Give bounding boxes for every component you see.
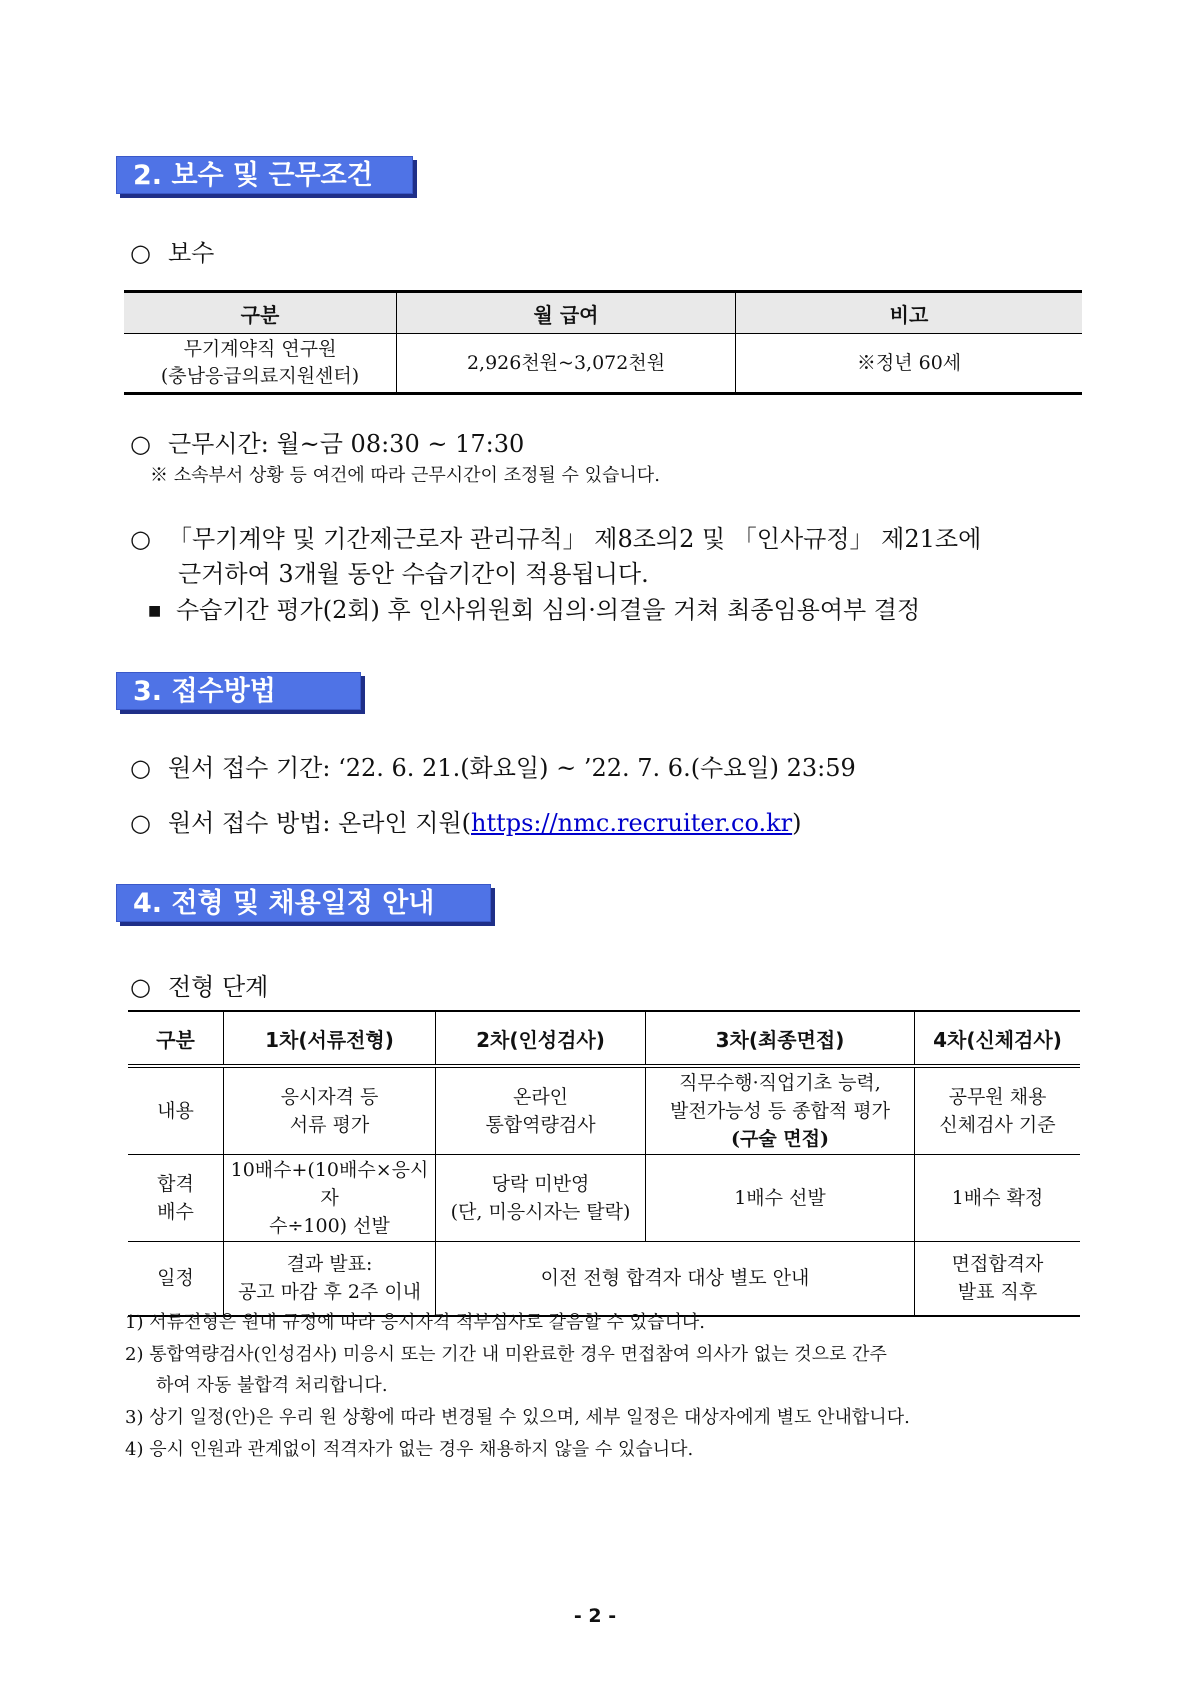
stages-pass-label-line2: 배수: [157, 1201, 194, 1223]
circle-bullet-icon: ○: [130, 239, 151, 267]
stages-schedule-4: [915, 1242, 1081, 1316]
circle-bullet-icon: ○: [130, 525, 151, 553]
stages-pass-1-line1: 10배수+(10배수×응시자: [230, 1159, 429, 1209]
stages-content-1-line2: 서류 평가: [289, 1114, 370, 1136]
application-method-text: 원서 접수 방법: 온라인 지원(: [168, 809, 471, 837]
stages-content-3-line3: (구술 면접): [730, 1128, 829, 1150]
stages-pass-1-line2: 수÷100) 선발: [269, 1215, 390, 1237]
stages-content-1: [224, 1066, 436, 1155]
stages-header-type: 구분: [128, 1011, 224, 1066]
probation-sub-text: 수습기간 평가(2회) 후 인사위원회 심의·의결을 거쳐 최종임용여부 결정: [176, 596, 921, 624]
circle-bullet-icon: ○: [130, 809, 151, 837]
footnote-1: 1) 서류전형은 원내 규정에 따라 응시자격 적부심사로 갈음할 수 있습니다.: [125, 1312, 705, 1333]
probation-bullet: [130, 519, 981, 554]
stages-header-3: 3차(최종면접): [646, 1011, 915, 1066]
section-heading-stages: 4. 전형 및 채용일정 안내: [116, 884, 491, 922]
section-heading-pay: 2. 보수 및 근무조건: [116, 156, 413, 194]
stages-schedule-4-line2: 발표 직후: [957, 1281, 1038, 1304]
stages-row-label-pass: [128, 1155, 224, 1242]
stages-content-3: [646, 1066, 915, 1155]
stages-header-4: 4차(신체검사): [915, 1011, 1081, 1066]
pay-type-cell: [124, 334, 397, 394]
stages-label: 전형 단계: [168, 973, 269, 1001]
probation-sub-bullet: [148, 590, 920, 625]
section-heading-application: 3. 접수방법: [116, 672, 361, 710]
stages-content-4-line2: 신체검사 기준: [939, 1114, 1056, 1136]
footnote-2b: 하여 자동 불합격 처리합니다.: [156, 1375, 388, 1396]
pay-bullet: [130, 233, 214, 268]
stages-content-2-line2: 통합역량검사: [485, 1114, 596, 1136]
stages-row-label-schedule: 일정: [128, 1242, 224, 1316]
stages-schedule-1-line2: 공고 마감 후 2주 이내: [237, 1281, 422, 1304]
stages-content-4-line1: 공무원 채용: [948, 1086, 1047, 1108]
stages-schedule-1: [224, 1242, 436, 1316]
footnote-2a: 2) 통합역량검사(인성검사) 미응시 또는 기간 내 미완료한 경우 면접참여 의사가 없는 것으로 간주: [125, 1344, 887, 1365]
stages-content-2-line1: 온라인: [512, 1086, 569, 1108]
pay-header-type: 구분: [124, 292, 397, 334]
pay-label: 보수: [168, 239, 215, 267]
stages-pass-2: [436, 1155, 646, 1242]
pay-table: [124, 290, 1082, 395]
stages-row-label-content: 내용: [128, 1066, 224, 1155]
stages-header-1: 1차(서류전형): [224, 1011, 436, 1066]
pay-type-line2: (충남응급의료지원센터): [160, 365, 360, 387]
stages-schedule-1-line1: 결과 발표:: [286, 1253, 373, 1276]
probation-line2: 근거하여 3개월 동안 수습기간이 적용됩니다.: [178, 560, 649, 588]
stages-content-2: [436, 1066, 646, 1155]
stages-pass-2-line1: 당락 미반영: [491, 1173, 590, 1195]
application-method-suffix: ): [792, 809, 802, 837]
pay-note-cell: ※정년 60세: [736, 334, 1083, 394]
application-period-bullet: [130, 748, 856, 783]
stages-pass-label-line1: 합격: [157, 1173, 194, 1195]
stages-pass-4: 1배수 확정: [915, 1155, 1081, 1242]
pay-header-salary: 월 급여: [397, 292, 736, 334]
stages-content-3-line2: 발전가능성 등 종합적 평가: [669, 1100, 890, 1122]
footnote-4: 4) 응시 인원과 관계없이 적격자가 없는 경우 채용하지 않을 수 있습니다.: [125, 1439, 694, 1460]
stages-header-2: 2차(인성검사): [436, 1011, 646, 1066]
circle-bullet-icon: ○: [130, 754, 151, 782]
stages-table: [128, 1010, 1080, 1317]
stages-pass-1: [224, 1155, 436, 1242]
application-period-text: 원서 접수 기간: ‘22. 6. 21.(화요일) ~ ’22. 7. 6.(수요일) 23:59: [168, 754, 856, 782]
work-hours-note: ※ 소속부서 상황 등 여건에 따라 근무시간이 조정될 수 있습니다.: [150, 465, 660, 486]
pay-type-line1: 무기계약직 연구원: [183, 338, 337, 360]
pay-header-note: 비고: [736, 292, 1083, 334]
page-number: - 2 -: [573, 1605, 617, 1627]
application-link[interactable]: https://nmc.recruiter.co.kr: [471, 809, 793, 837]
circle-bullet-icon: ○: [130, 430, 151, 458]
stages-schedule-23: 이전 전형 합격자 대상 별도 안내: [436, 1242, 915, 1316]
stages-content-4: [915, 1066, 1081, 1155]
stages-content-1-line1: 응시자격 등: [280, 1086, 379, 1108]
footnote-3: 3) 상기 일정(안)은 우리 원 상황에 따라 변경될 수 있으며, 세부 일정은 대상자에게 별도 안내합니다.: [125, 1407, 910, 1428]
stages-bullet: [130, 967, 268, 1002]
work-hours-text: 근무시간: 월~금 08:30 ~ 17:30: [168, 430, 525, 458]
stages-schedule-4-line1: 면접합격자: [951, 1253, 1044, 1276]
pay-salary-cell: 2,926천원~3,072천원: [397, 334, 736, 394]
circle-bullet-icon: ○: [130, 973, 151, 1001]
probation-line1: 「무기계약 및 기간제근로자 관리규칙」 제8조의2 및 「인사규정」 제21조에: [168, 525, 982, 553]
work-hours-bullet: [130, 424, 524, 459]
square-bullet-icon: ■: [148, 603, 162, 619]
application-method-bullet: [130, 803, 802, 838]
stages-pass-3: 1배수 선발: [646, 1155, 915, 1242]
stages-content-3-line1: 직무수행·직업기초 능력,: [679, 1072, 881, 1094]
stages-pass-2-line2: (단, 미응시자는 탈락): [450, 1201, 631, 1223]
